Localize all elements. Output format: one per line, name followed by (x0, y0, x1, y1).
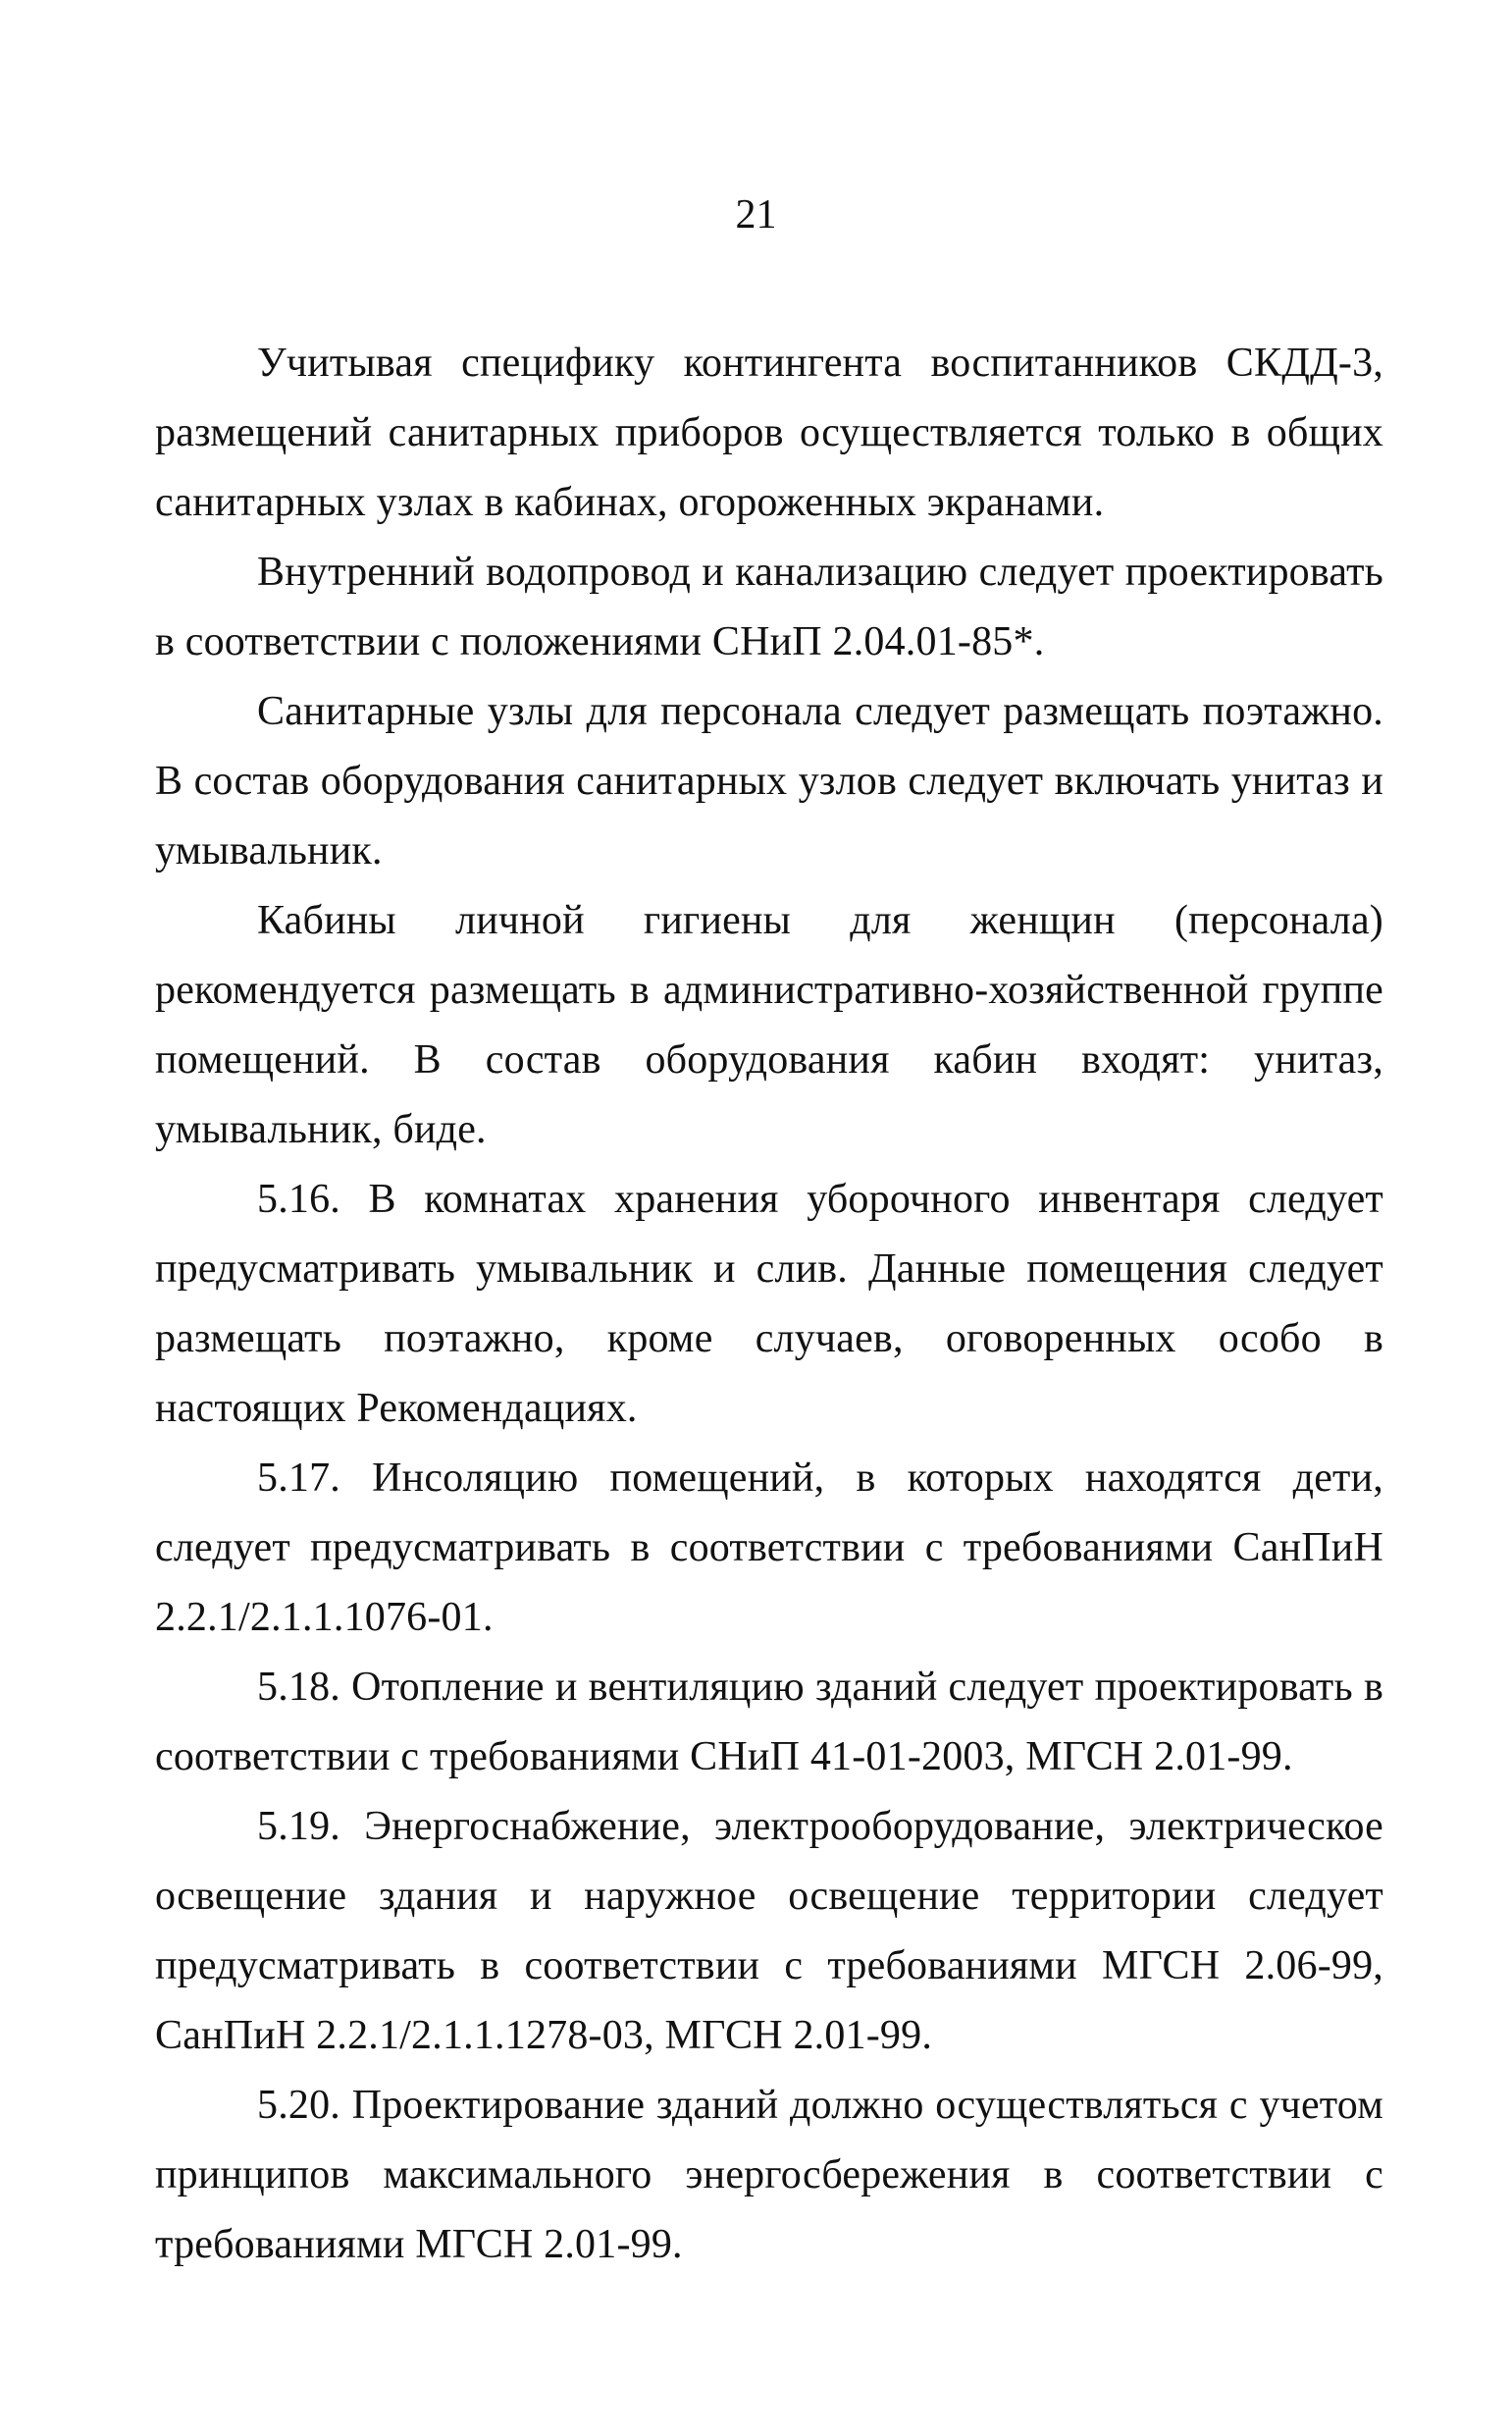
document-body (155, 329, 1383, 2280)
paragraph-5-16: 5.16. В комнатах хранения уборочного инвентаря следует предусматривать умывальник и слив. Данные помещения следует размещать поэтажно, кроме случаев, оговоренных особо в настоящих Рекомендациях. (155, 1177, 1383, 1431)
paragraph-hygiene-cabins: Кабины личной гигиены для женщин (персонала) рекомендуется размещать в административно-хозяйственной группе помещений. В состав оборудования кабин входят: унитаз, умывальник, биде. (155, 898, 1383, 1152)
paragraph-5-19: 5.19. Энергоснабжение, электрооборудование, электрическое освещение здания и наружное освещение территории следует предусматривать в соответствии с требованиями МГСН 2.06-99, СанПиН 2.2.1/2.1.1.1278-03, МГСН 2.01-99. (155, 1804, 1383, 2058)
paragraph-staff-sanitary-units: Санитарные узлы для персонала следует размещать поэтажно. В состав оборудования санитарных узлов следует включать унитаз и умывальник. (155, 689, 1383, 873)
paragraph-water-supply: Внутренний водопровод и канализацию следует проектировать в соответствии с положениями СНиП 2.04.01-85*. (155, 550, 1383, 664)
paragraph-5-20: 5.20. Проектирование зданий должно осуществляться с учетом принципов максимального энергосбережения в соответствии с требованиями МГСН 2.01-99. (155, 2083, 1383, 2267)
paragraph-sanitary-placement: Учитывая специфику контингента воспитанников СКДД-3, размещений санитарных приборов осуществляется только в общих санитарных узлах в кабинах, огороженных экранами. (155, 341, 1383, 525)
paragraph-5-17: 5.17. Инсоляцию помещений, в которых находятся дети, следует предусматривать в соответствии с требованиями СанПиН 2.2.1/2.1.1.1076-01. (155, 1456, 1383, 1640)
paragraph-5-18: 5.18. Отопление и вентиляцию зданий следует проектировать в соответствии с требованиями СНиП 41-01-2003, МГСН 2.01-99. (155, 1665, 1383, 1779)
page-number: 21 (735, 192, 777, 238)
